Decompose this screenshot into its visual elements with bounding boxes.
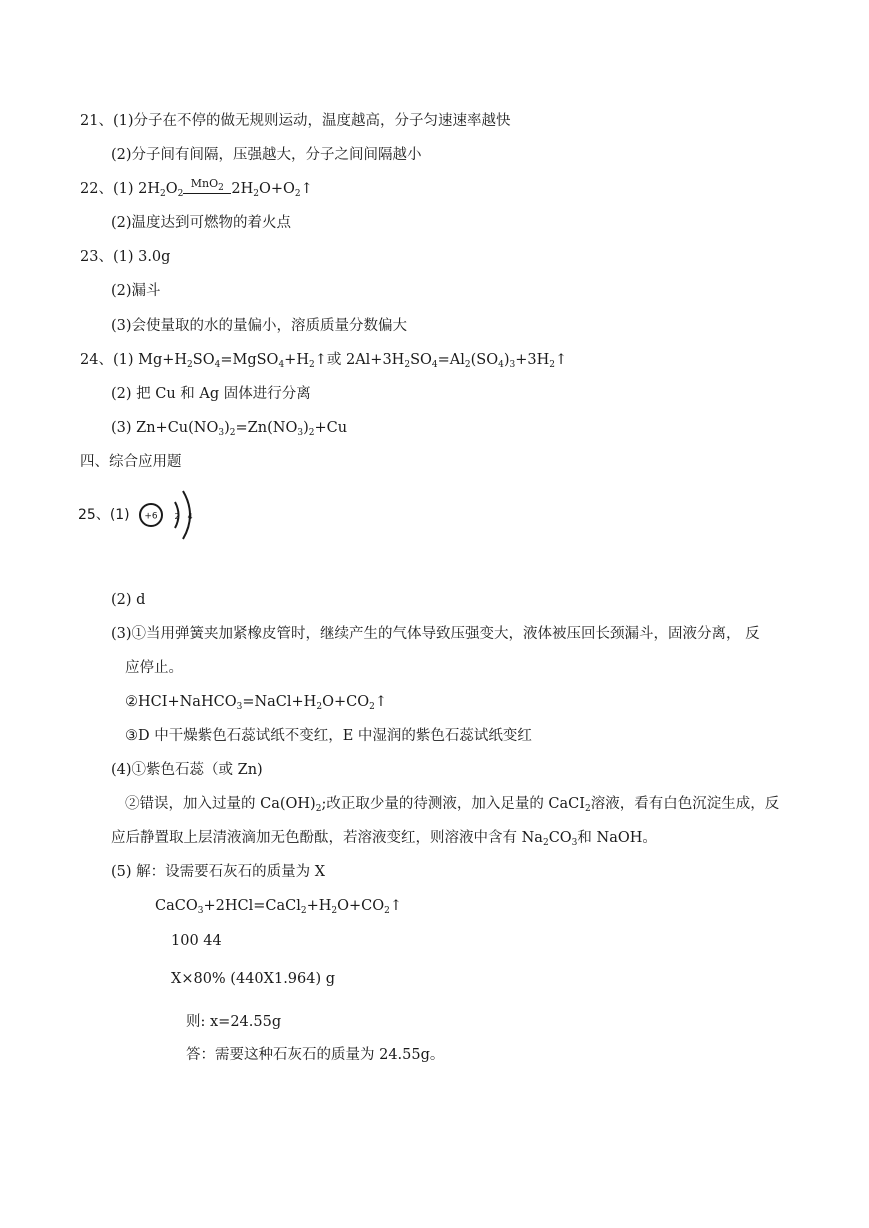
mass-line: X×80% (440X1.964) g bbox=[171, 971, 336, 987]
q25-part3-item3: ③D 中干燥紫色石蕊试纸不变红，E 中湿润的紫色石蕊试纸变红 bbox=[125, 728, 532, 744]
catalyst-label: MnO$_2$ bbox=[183, 179, 231, 189]
q22-number: 22、 bbox=[80, 181, 113, 197]
result-line: 则: x=24.55g bbox=[186, 1014, 282, 1030]
q24-part2: (2) 把 Cu 和 Ag 固体进行分离 bbox=[111, 386, 311, 402]
mass-ratio: 100 44 bbox=[171, 933, 222, 949]
q25-part4-item2-line1: ②错误，加入过量的 $Ca(OH)_2$;改正取少量的待测液，加入足量的 CaCI$_2$溶液，看有白色沉淀生成，反 bbox=[125, 796, 780, 814]
q22-line1: 22、(1) $2H_2O_2MnO_2$ $2H_2O+O_2↑$ bbox=[80, 177, 313, 199]
q25-part4-item1: (4)①紫色石蕊（或 Zn) bbox=[111, 762, 263, 778]
q24-part3: (3) $Zn+Cu(NO_3)_2=Zn(NO_3)_2+Cu$ bbox=[111, 420, 348, 438]
q25-part3-item2: $②HCI+NaHCO_3=NaCl+H_2O+CO_2↑$ bbox=[125, 694, 387, 712]
q21-line1 bbox=[80, 111, 511, 131]
q25-part5: (5) 解：设需要石灰石的质量为 X bbox=[111, 864, 326, 880]
q23-line1: 23、(1) 3.0g bbox=[80, 249, 171, 265]
q23-part2: (2)漏斗 bbox=[111, 283, 161, 299]
q24-line1: 24、(1) $Mg+H_2SO_4=MgSO_4+H_2↑$或 $2Al+3H_2SO_4=Al_2(SO_4)_3+3H_2↑$ bbox=[80, 352, 568, 370]
q21-number: 21、 bbox=[80, 113, 113, 129]
q21-part1: (1)分子在不停的做无规则运动，温度越高，分子匀速速率越快 bbox=[112, 113, 511, 129]
q25-part4-item2-line2: 应后静置取上层清液滴加无色酚酞，若溶液变红，则溶液中含有 $Na_2CO_3$和 NaOH。 bbox=[111, 830, 657, 848]
section-title: 四、综合应用题 bbox=[80, 454, 182, 470]
q23-number: 23、 bbox=[80, 249, 113, 265]
q22-part2: (2)温度达到可燃物的着火点 bbox=[111, 215, 292, 231]
q25-part3-line2: 应停止。 bbox=[125, 660, 183, 676]
q21-part2: (2)分子间有间隔，压强越大，分子之间间隔越小 bbox=[111, 147, 422, 163]
q25-part3-line1: (3)①当用弹簧夹加紧橡皮管时，继续产生的气体导致压强变大，液体被压回长颈漏斗，固液分离， 反 bbox=[111, 626, 760, 642]
atom-structure-diagram bbox=[135, 488, 207, 544]
shell1-electrons: 2 bbox=[174, 512, 180, 521]
q23-part3: (3)会使量取的水的量偏小，溶质质量分数偏大 bbox=[111, 318, 408, 334]
final-answer: 答：需要这种石灰石的质量为 24.55g。 bbox=[186, 1047, 445, 1063]
nucleus-charge: +6 bbox=[144, 511, 158, 522]
shell2-electrons: 4 bbox=[187, 512, 193, 521]
reaction-equation: $CaCO_3+2HCl=CaCl_2+H_2O+CO_2↑$ bbox=[155, 898, 403, 916]
q24-number: 24、 bbox=[80, 352, 113, 368]
q25-part2: (2) d bbox=[111, 592, 146, 608]
q25-number: 25、(1) bbox=[78, 507, 130, 523]
